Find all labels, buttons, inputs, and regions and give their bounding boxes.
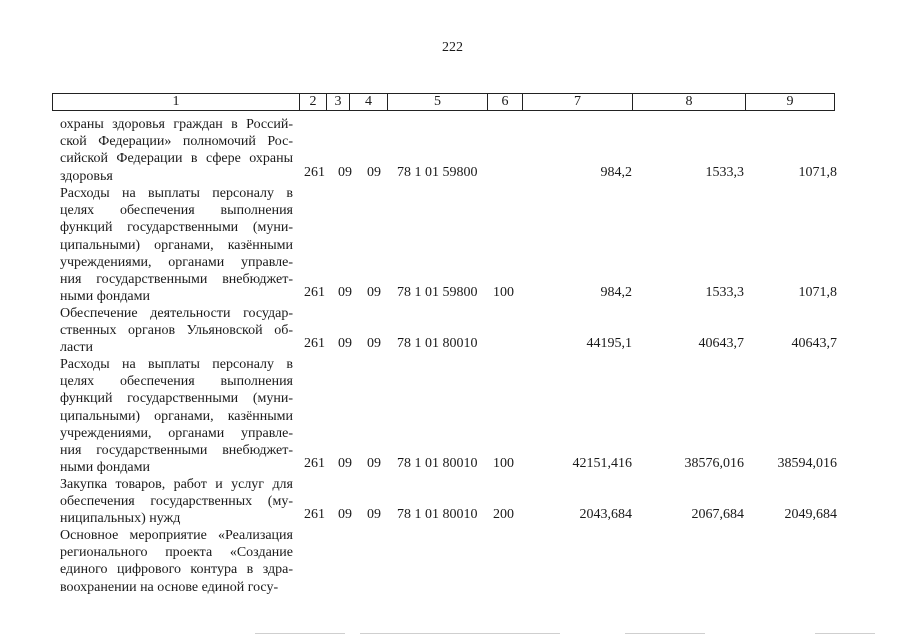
col-code-ministry: 261 bbox=[304, 164, 325, 180]
description-line: ния государственными внебюджет- bbox=[60, 443, 293, 459]
header-col-4: 4 bbox=[350, 94, 388, 110]
description-line: ской Федерации» полномочий Рос- bbox=[60, 134, 293, 150]
col-code-ministry: 261 bbox=[304, 336, 325, 352]
description-line: Закупка товаров, работ и услуг для bbox=[60, 477, 293, 492]
scan-artifact-line bbox=[815, 633, 875, 634]
col-code-subsection: 09 bbox=[367, 164, 381, 180]
col-value-year-2: 1533,3 bbox=[705, 285, 744, 301]
row-description bbox=[60, 527, 293, 596]
description-line: здоровья bbox=[60, 168, 113, 184]
description-line: Основное мероприятие «Реализация bbox=[60, 528, 293, 543]
description-line: ными фондами bbox=[60, 460, 151, 476]
description-line: ниципальных) нужд bbox=[60, 511, 181, 527]
row-description bbox=[60, 305, 293, 357]
description-line: обеспечения государственных (му- bbox=[60, 494, 293, 510]
header-col-1: 1 bbox=[53, 94, 300, 110]
col-code-subsection: 09 bbox=[367, 285, 381, 301]
col-code-ministry: 261 bbox=[304, 507, 325, 523]
row-description bbox=[60, 116, 293, 185]
col-value-year-1: 2043,684 bbox=[579, 507, 632, 523]
col-code-ministry: 261 bbox=[304, 456, 325, 472]
col-value-year-2: 1533,3 bbox=[705, 164, 744, 180]
description-line: ственных органов Ульяновской об- bbox=[60, 323, 293, 339]
col-code-subsection: 09 bbox=[367, 507, 381, 523]
col-code-target: 78 1 01 59800 bbox=[397, 285, 478, 301]
col-value-year-3: 2049,684 bbox=[784, 507, 837, 523]
col-value-year-2: 40643,7 bbox=[698, 336, 744, 352]
header-col-3: 3 bbox=[327, 94, 350, 110]
header-col-8: 8 bbox=[633, 94, 746, 110]
scan-artifact-line bbox=[360, 633, 560, 634]
col-value-year-2: 2067,684 bbox=[691, 507, 744, 523]
description-line: ципальными) органами, казёнными bbox=[60, 408, 293, 424]
description-line: Расходы на выплаты персоналу в bbox=[60, 357, 293, 372]
description-line: целях обеспечения выполнения bbox=[60, 374, 293, 390]
col-code-expense-type: 100 bbox=[493, 285, 514, 301]
description-line: функций государственными (муни- bbox=[60, 220, 293, 236]
page-number: 222 bbox=[442, 40, 463, 55]
scan-artifact-line bbox=[255, 633, 345, 634]
col-code-section: 09 bbox=[338, 164, 352, 180]
col-value-year-3: 38594,016 bbox=[777, 456, 837, 472]
col-value-year-1: 44195,1 bbox=[586, 336, 632, 352]
col-value-year-3: 1071,8 bbox=[798, 285, 837, 301]
header-col-2: 2 bbox=[300, 94, 327, 110]
table-header bbox=[52, 93, 835, 111]
description-line: охраны здоровья граждан в Россий- bbox=[60, 117, 293, 132]
description-line: Расходы на выплаты персоналу в bbox=[60, 186, 293, 201]
header-col-5: 5 bbox=[388, 94, 488, 110]
col-code-target: 78 1 01 80010 bbox=[397, 456, 478, 472]
description-line: учреждениями, органами управле- bbox=[60, 254, 293, 270]
col-code-target: 78 1 01 80010 bbox=[397, 507, 478, 523]
description-line: ципальными) органами, казёнными bbox=[60, 237, 293, 253]
col-code-section: 09 bbox=[338, 336, 352, 352]
col-code-target: 78 1 01 80010 bbox=[397, 336, 478, 352]
col-code-expense-type: 100 bbox=[493, 456, 514, 472]
col-value-year-2: 38576,016 bbox=[684, 456, 744, 472]
col-value-year-3: 1071,8 bbox=[798, 164, 837, 180]
col-value-year-1: 42151,416 bbox=[572, 456, 632, 472]
col-code-ministry: 261 bbox=[304, 285, 325, 301]
col-code-target: 78 1 01 59800 bbox=[397, 164, 478, 180]
description-line: целях обеспечения выполнения bbox=[60, 203, 293, 219]
col-value-year-1: 984,2 bbox=[600, 164, 632, 180]
description-line: ласти bbox=[60, 340, 94, 356]
description-line: воохранении на основе единой госу- bbox=[60, 579, 279, 595]
col-code-section: 09 bbox=[338, 456, 352, 472]
description-line: ния государственными внебюджет- bbox=[60, 272, 293, 288]
description-line: сийской Федерации в сфере охраны bbox=[60, 151, 293, 167]
col-code-section: 09 bbox=[338, 285, 352, 301]
scan-artifact-line bbox=[625, 633, 705, 634]
col-value-year-3: 40643,7 bbox=[791, 336, 837, 352]
row-description bbox=[60, 356, 293, 476]
col-value-year-1: 984,2 bbox=[600, 285, 632, 301]
description-line: единого цифрового контура в здра- bbox=[60, 562, 293, 578]
header-col-6: 6 bbox=[488, 94, 523, 110]
description-line: функций государственными (муни- bbox=[60, 391, 293, 407]
row-description bbox=[60, 476, 293, 528]
header-col-9: 9 bbox=[786, 94, 794, 109]
col-code-subsection: 09 bbox=[367, 336, 381, 352]
description-line: ными фондами bbox=[60, 289, 151, 305]
col-code-subsection: 09 bbox=[367, 456, 381, 472]
description-line: учреждениями, органами управле- bbox=[60, 425, 293, 441]
row-description bbox=[60, 185, 293, 305]
col-code-section: 09 bbox=[338, 507, 352, 523]
col-code-expense-type: 200 bbox=[493, 507, 514, 523]
description-line: Обеспечение деятельности государ- bbox=[60, 306, 293, 321]
header-col-7: 7 bbox=[523, 94, 633, 110]
description-line: регионального проекта «Создание bbox=[60, 545, 293, 561]
